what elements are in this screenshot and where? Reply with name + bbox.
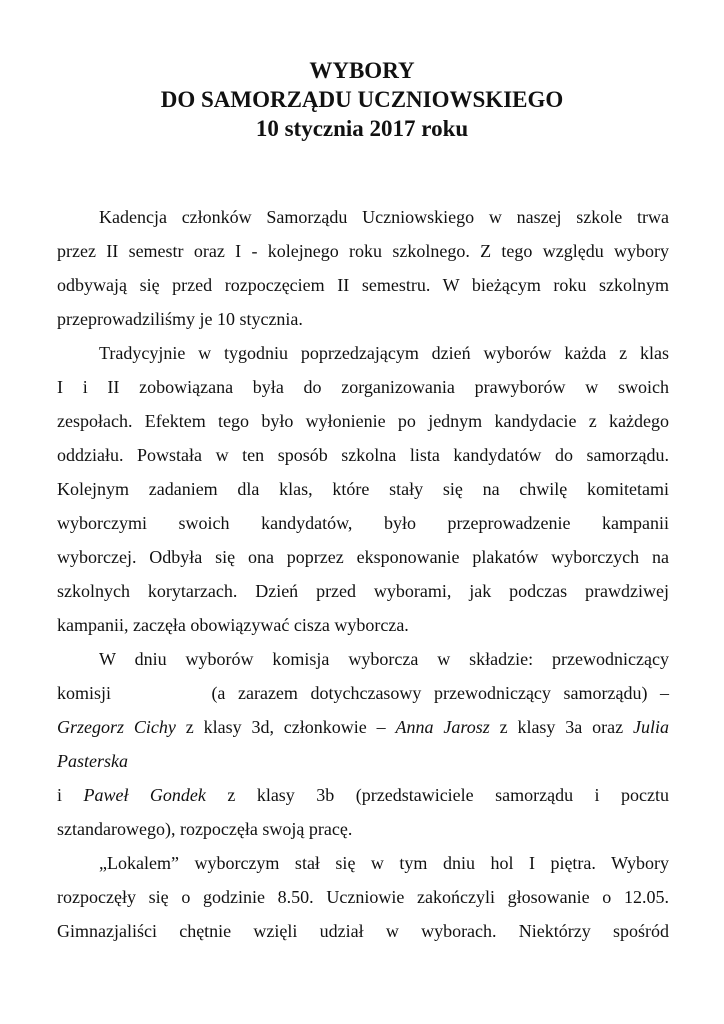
text-line: „Lokalem” wyborczym stał się w tym dniu hol I piętra. Wybory — [99, 853, 669, 873]
text-line: komisji (a zarazem dotychczasowy przewodniczący samorządu) – — [57, 683, 669, 703]
text-fragment: z klasy 3a oraz — [489, 717, 633, 737]
text-line: Gimnazjaliści chętnie wzięli udział w wyborach. Niektórzy spośród — [57, 921, 669, 941]
title-line-1: WYBORY — [309, 58, 415, 83]
text-fragment: i — [57, 785, 84, 805]
text-line: odbywają się przed rozpoczęciem II semestru. W bieżącym roku szkolnym — [57, 275, 669, 295]
text-line: sztandarowego), rozpoczęła swoją pracę. — [57, 819, 353, 839]
title-line-3: 10 stycznia 2017 roku — [255, 116, 469, 141]
text-line: wyborczej. Odbyła się ona poprzez eksponowanie plakatów wyborczych na — [57, 547, 669, 567]
text-line: I i II zobowiązana była do zorganizowania prawyborów w swoich — [57, 377, 669, 397]
title-line-2: DO SAMORZĄDU UCZNIOWSKIEGO — [160, 87, 564, 112]
text-line: W dniu wyborów komisja wyborcza w składzie: przewodniczący — [99, 649, 669, 669]
person-name: Julia — [633, 717, 669, 737]
text-line: Kadencja członków Samorządu Uczniowskiego w naszej szkole trwa — [99, 207, 669, 227]
text-line: przeprowadziliśmy je 10 stycznia. — [57, 309, 303, 329]
person-name: Grzegorz Cichy — [57, 717, 176, 737]
text-line: kampanii, zaczęła obowiązywać cisza wyborcza. — [57, 615, 409, 635]
text-fragment: z klasy 3d, członkowie – — [175, 717, 396, 737]
paragraph-4 — [57, 846, 669, 948]
document-title — [0, 56, 724, 143]
paragraph-2 — [57, 336, 669, 642]
text-line: rozpoczęły się o godzinie 8.50. Uczniowie zakończyli głosowanie o 12.05. — [57, 887, 669, 907]
paragraph-1 — [57, 200, 669, 336]
text-fragment: z klasy 3b (przedstawiciele samorządu i pocztu — [205, 785, 669, 805]
text-line: Tradycyjnie w tygodniu poprzedzającym dzień wyborów każda z klas — [99, 343, 669, 363]
person-name: Pasterska — [57, 751, 128, 771]
text-line — [57, 710, 669, 744]
document-body — [57, 200, 669, 948]
text-line: zespołach. Efektem tego było wyłonienie po jednym kandydacie z każdego — [57, 411, 669, 431]
text-line — [57, 744, 669, 778]
text-line — [57, 778, 669, 812]
person-name: Anna Jarosz — [395, 717, 490, 737]
text-line: przez II semestr oraz I - kolejnego roku szkolnego. Z tego względu wybory — [57, 241, 669, 261]
text-line: oddziału. Powstała w ten sposób szkolna lista kandydatów do samorządu. — [57, 445, 669, 465]
paragraph-3 — [57, 642, 669, 846]
text-line: Kolejnym zadaniem dla klas, które stały się na chwilę komitetami — [57, 479, 669, 499]
text-line: wyborczymi swoich kandydatów, było przeprowadzenie kampanii — [57, 513, 669, 533]
person-name: Paweł Gondek — [83, 785, 206, 805]
text-line: szkolnych korytarzach. Dzień przed wyborami, jak podczas prawdziwej — [57, 581, 669, 601]
